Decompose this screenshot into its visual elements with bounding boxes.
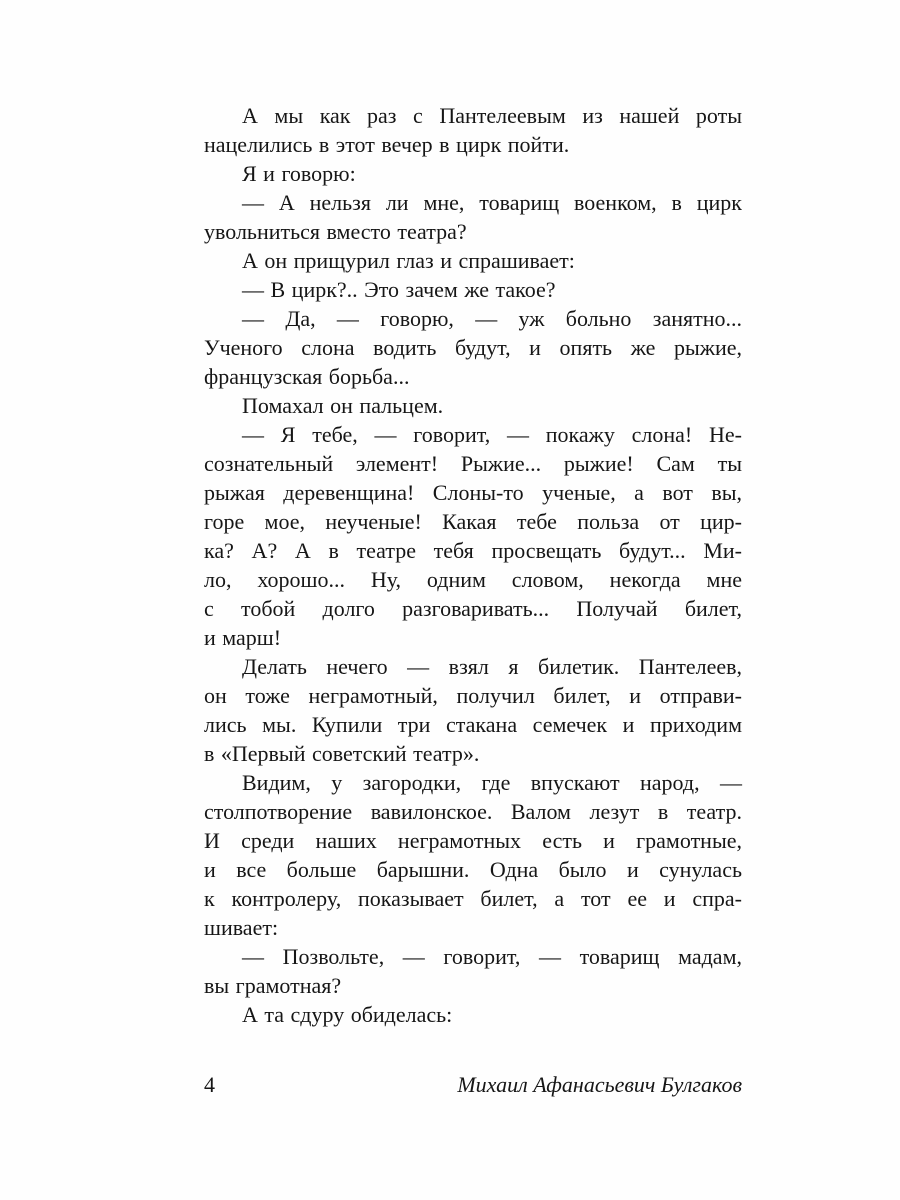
text-line: и марш! xyxy=(204,625,282,650)
text-line: вы грамотная? xyxy=(204,973,342,998)
page-footer xyxy=(204,1070,742,1099)
running-author: Михаил Афанасьевич Булгаков xyxy=(457,1072,742,1097)
text-line: в «Первый советский театр». xyxy=(204,741,480,766)
text-line: с тобой долго разговаривать... Получай билет, xyxy=(204,596,742,621)
text-line: — Позвольте, — говорит, — товарищ мадам, xyxy=(242,944,742,969)
text-line: — В цирк?.. Это зачем же такое? xyxy=(242,277,556,302)
text-line: И среди наших неграмотных есть и грамотные, xyxy=(204,828,742,853)
text-line: сознательный элемент! Рыжие... рыжие! Сам ты xyxy=(204,451,742,476)
text-line: — А нельзя ли мне, товарищ военком, в цирк xyxy=(242,190,742,215)
text-line: А та сдуру обиделась: xyxy=(242,1002,453,1027)
text-line: увольниться вместо театра? xyxy=(204,219,467,244)
text-line: Видим, у загородки, где впускают народ, — xyxy=(242,770,742,795)
text-line: рыжая деревенщина! Слоны-то ученые, а вот вы, xyxy=(204,480,742,505)
text-line: Делать нечего — взял я билетик. Пантелеев, xyxy=(242,654,742,679)
text-line: ло, хорошо... Ну, одним словом, некогда мне xyxy=(204,567,742,592)
page-number: 4 xyxy=(204,1072,215,1097)
text-line: нацелились в этот вечер в цирк пойти. xyxy=(204,132,570,157)
text-line: столпотворение вавилонское. Валом лезут в театр. xyxy=(204,799,742,824)
text-line: он тоже неграмотный, получил билет, и отправи- xyxy=(204,683,742,708)
text-line: Я и говорю: xyxy=(242,161,356,186)
text-line: А мы как раз с Пантелеевым из нашей роты xyxy=(242,103,742,128)
text-line: А он прищурил глаз и спрашивает: xyxy=(242,248,575,273)
text-line: — Я тебе, — говорит, — покажу слона! Не- xyxy=(242,422,742,447)
text-line: горе мое, неученые! Какая тебе польза от цир- xyxy=(204,509,742,534)
text-line: шивает: xyxy=(204,915,279,940)
text-line: лись мы. Купили три стакана семечек и приходим xyxy=(204,712,742,737)
text-line: к контролеру, показывает билет, а тот ее и спра- xyxy=(204,886,742,911)
text-line: ка? А? А в театре тебя просвещать будут... Ми- xyxy=(204,538,742,563)
text-line: и все больше барышни. Одна было и сунулась xyxy=(204,857,742,882)
text-line: Помахал он пальцем. xyxy=(242,393,444,418)
text-line: Ученого слона водить будут, и опять же рыжие, xyxy=(204,335,742,360)
text-line: — Да, — говорю, — уж больно занятно... xyxy=(242,306,742,331)
text-line: французская борьба... xyxy=(204,364,410,389)
body-text xyxy=(204,101,742,1029)
